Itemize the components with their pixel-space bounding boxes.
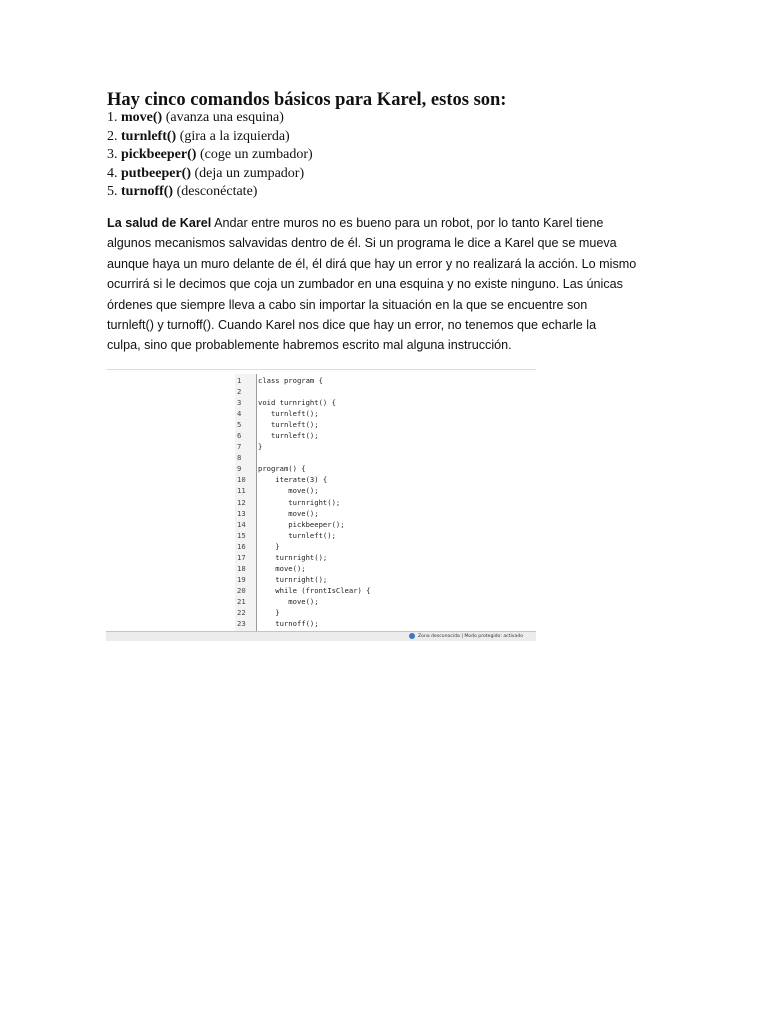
line-number: 1 — [237, 376, 242, 385]
code-line — [237, 375, 371, 386]
command-number: 2. — [107, 128, 118, 144]
command-name: pickbeeper() — [121, 147, 197, 162]
line-number: 10 — [237, 475, 246, 485]
line-number: 14 — [237, 519, 246, 529]
code-line — [237, 563, 371, 574]
code-text: move(); — [258, 508, 319, 518]
code-line — [237, 430, 371, 441]
command-description: (desconéctate) — [176, 184, 258, 199]
line-number: 7 — [237, 442, 242, 452]
command-name: putbeeper() — [121, 165, 191, 181]
line-number: 12 — [237, 497, 246, 507]
code-line — [237, 541, 371, 552]
code-text: turnright(); — [258, 574, 328, 584]
code-line — [237, 497, 371, 508]
code-line — [237, 397, 371, 408]
paragraph-bold-lead: La salud de Karel — [107, 216, 212, 230]
code-text: turnleft(); — [258, 420, 319, 430]
line-number: 22 — [237, 607, 246, 617]
command-number: 1. — [107, 110, 118, 125]
command-item — [107, 109, 313, 128]
code-text: turnleft(); — [258, 409, 319, 419]
code-text: move(); — [258, 486, 319, 496]
command-number: 5. — [107, 184, 118, 199]
command-item — [107, 165, 313, 184]
code-line — [237, 530, 371, 541]
paragraph-line-text: Andar entre muros no es bueno para un robot, por lo tanto Karel tiene — [214, 216, 604, 230]
line-number: 18 — [237, 563, 246, 573]
code-text: move(); — [258, 563, 306, 573]
code-text: } — [258, 607, 280, 617]
status-text: Zona desconocida | Modo protegido: activado — [418, 634, 524, 639]
line-number: 4 — [237, 409, 242, 419]
page-heading: Hay cinco comandos básicos para Karel, estos son: — [107, 90, 507, 110]
command-list — [107, 109, 313, 202]
command-description: (gira a la izquierda) — [179, 128, 290, 144]
code-text: class program { — [258, 376, 323, 385]
code-line — [237, 474, 371, 485]
code-line — [237, 508, 371, 519]
line-number: 15 — [237, 530, 246, 540]
paragraph-line: culpa, sino que probablemente habremos escrito mal alguna instrucción. — [107, 338, 512, 353]
code-text — [254, 453, 258, 462]
code-line — [237, 585, 371, 596]
code-text: program() { — [258, 464, 306, 474]
code-text: turnleft(); — [258, 431, 319, 441]
code-text: } — [258, 442, 263, 452]
code-text: void turnright() { — [258, 398, 336, 408]
code-listing — [237, 375, 371, 629]
code-text: while (frontIsClear) { — [258, 585, 371, 595]
line-number: 19 — [237, 574, 246, 584]
code-line — [237, 485, 371, 496]
globe-icon — [409, 633, 415, 639]
code-text: turnleft(); — [258, 530, 336, 540]
command-description: (coge un zumbador) — [199, 147, 313, 162]
line-number: 11 — [237, 486, 246, 496]
code-text: move(); — [258, 596, 319, 606]
command-item — [107, 146, 313, 165]
code-text: turnright(); — [258, 497, 341, 507]
command-name: turnleft() — [121, 128, 177, 144]
line-number: 8 — [237, 453, 242, 463]
line-number: 9 — [237, 464, 242, 474]
code-text: iterate(3) { — [258, 475, 328, 485]
line-number: 20 — [237, 585, 246, 595]
line-number: 13 — [237, 508, 246, 518]
line-number: 23 — [237, 619, 246, 629]
paragraph-line: turnleft() y turnoff(). Cuando Karel nos dice que hay un error, no tenemos que echarle la — [107, 318, 597, 333]
code-line — [237, 596, 371, 607]
code-line — [237, 574, 371, 585]
browser-status-bar — [106, 631, 536, 641]
paragraph-line: algunos mecanismos salvavidas dentro de él. Si un programa le dice a Karel que se mueva — [107, 236, 617, 251]
code-line — [237, 441, 371, 452]
line-number: 17 — [237, 552, 246, 562]
command-number: 3. — [107, 147, 118, 162]
line-number: 5 — [237, 420, 242, 430]
command-item — [107, 128, 313, 147]
command-name: turnoff() — [121, 184, 174, 199]
code-line — [237, 386, 371, 397]
code-line — [237, 519, 371, 530]
line-number: 21 — [237, 596, 246, 606]
code-text: pickbeeper(); — [258, 519, 345, 529]
paragraph-line: órdenes que siempre lleva a cabo sin importar la situación en la que se encuentre son — [107, 297, 588, 312]
code-text: turnoff(); — [258, 619, 319, 629]
code-line — [237, 419, 371, 430]
command-name: move() — [121, 110, 163, 125]
code-text: turnright(); — [258, 552, 328, 562]
paragraph-line: ocurrirá si le decimos que coja un zumbador en una esquina y no existe ninguno. Las únicas — [107, 277, 623, 292]
code-line — [237, 463, 371, 474]
paragraph-line — [107, 213, 677, 233]
command-item — [107, 183, 313, 202]
command-description: (avanza una esquina) — [165, 110, 284, 125]
code-editor-screenshot — [106, 369, 536, 641]
line-number: 2 — [237, 387, 242, 397]
code-line — [237, 607, 371, 618]
command-description: (deja un zumpador) — [194, 165, 305, 181]
code-line — [237, 452, 371, 463]
code-text — [254, 387, 258, 396]
karel-health-paragraph — [107, 213, 677, 356]
code-text: } — [258, 541, 280, 551]
command-number: 4. — [107, 165, 118, 181]
paragraph-line: aunque haya un muro delante de él, él dirá que hay un error y no realizará la acción. Lo mismo — [107, 256, 637, 271]
code-line — [237, 408, 371, 419]
line-number: 3 — [237, 398, 242, 408]
code-line — [237, 618, 371, 629]
line-number: 6 — [237, 431, 242, 441]
line-number: 16 — [237, 541, 246, 551]
code-line — [237, 552, 371, 563]
